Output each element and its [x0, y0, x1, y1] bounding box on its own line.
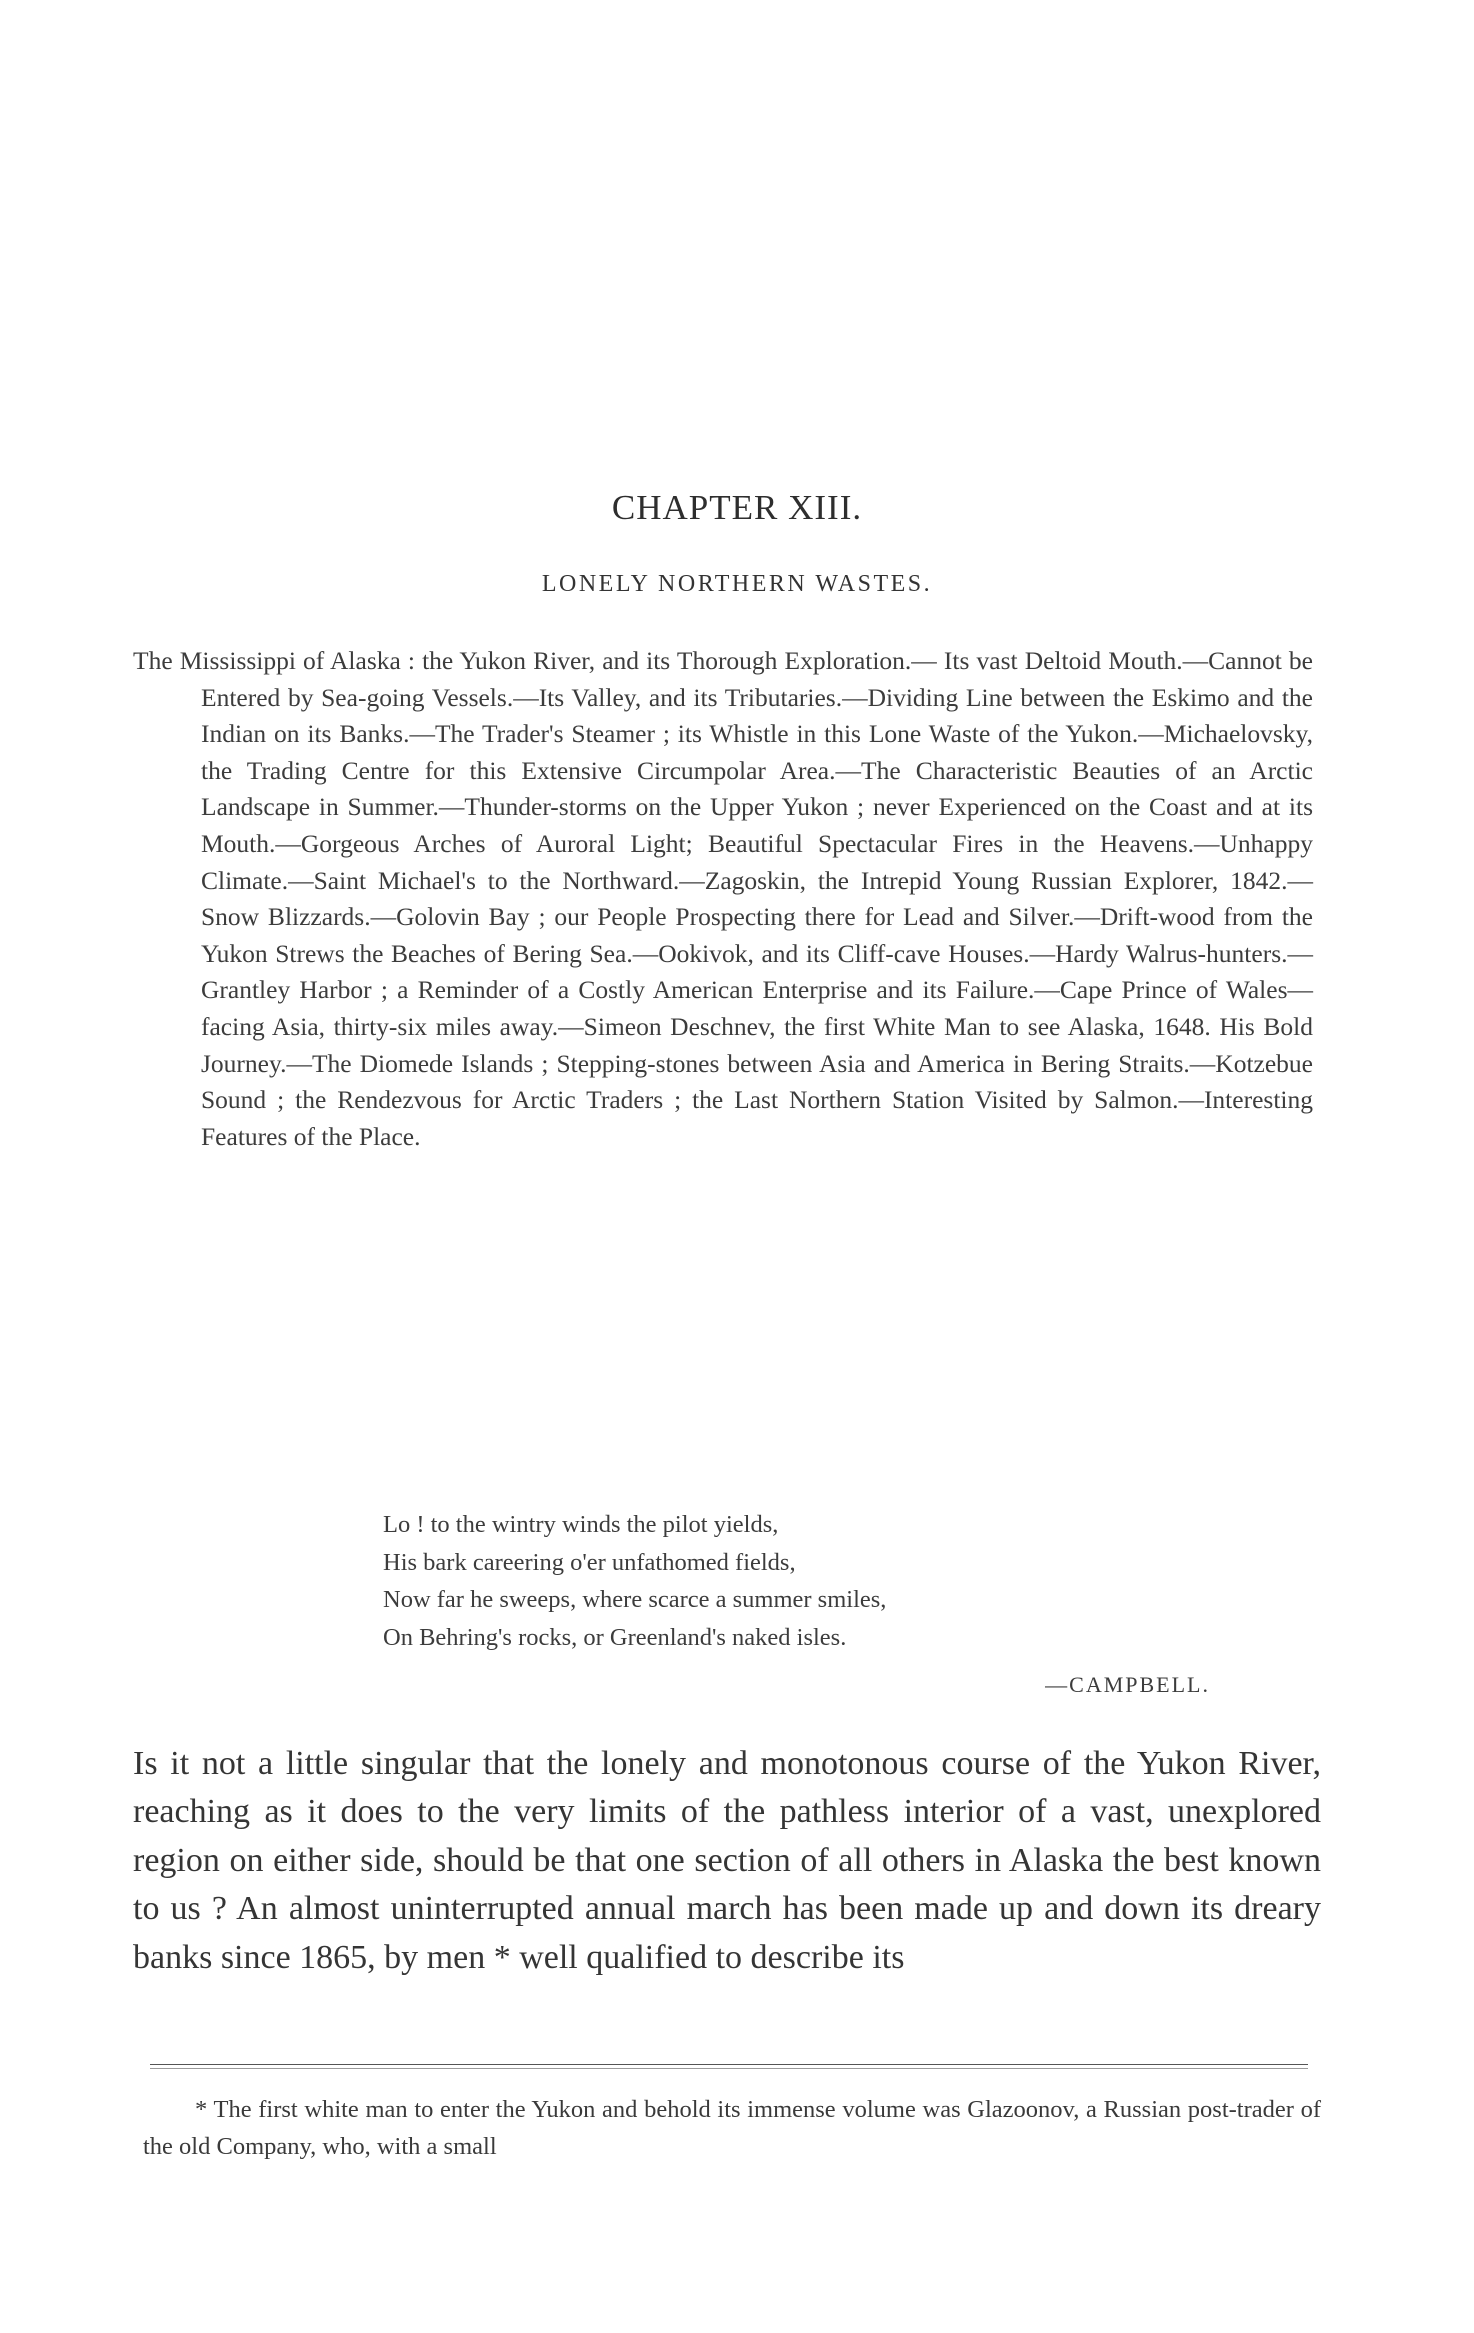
epigraph-poem	[383, 1506, 1233, 1656]
footnote-divider-secondary	[150, 2068, 1308, 2069]
footnote: * The first white man to enter the Yukon and behold its immense volume was Glazoonov, a Russian post-trader of the old Company, who, with a small	[143, 2096, 1321, 2160]
body-paragraph: Is it not a little singular that the lonely and monotonous course of the Yukon River, reaching as it does to the very limits of the pathless interior of a vast, unexplored region on either side, should be that one section of all others in Alaska the best known to us ? An almost uninterrupted annual march has been made up and down its dreary banks since 1865, by men * well qualified to describe its	[133, 1745, 1321, 1976]
chapter-title: CHAPTER XIII.	[611, 488, 863, 527]
chapter-subtitle: LONELY NORTHERN WASTES.	[541, 571, 933, 597]
chapter-synopsis: The Mississippi of Alaska : the Yukon River, and its Thorough Exploration.— Its vast Deltoid Mouth.—Cannot be Entered by Sea-going Vessels.—Its Valley, and its Tributaries.—Dividing Line between the Eskimo and the Indian on its Banks.—The Trader's Steamer ; its Whistle in this Lone Waste of the Yukon.—Michaelovsky, the Trading Centre for this Extensive Circumpolar Area.—The Characteristic Beauties of an Arctic Landscape in Summer.—Thunder-storms on the Upper Yukon ; never Experienced on the Coast and at its Mouth.—Gorgeous Arches of Auroral Light; Beautiful Spectacular Fires in the Heavens.—Unhappy Climate.—Saint Michael's to the Northward.—Zagoskin, the Intrepid Young Russian Explorer, 1842.—Snow Blizzards.—Golovin Bay ; our People Prospecting there for Lead and Silver.—Drift-wood from the Yukon Strews the Beaches of Bering Sea.—Ookivok, and its Cliff-cave Houses.—Hardy Walrus-hunters.—Grantley Harbor ; a Reminder of a Costly American Enterprise and its Failure.—Cape Prince of Wales—facing Asia, thirty-six miles away.—Simeon Deschnev, the first White Man to see Alaska, 1648. His Bold Journey.—The Diomede Islands ; Stepping-stones between Asia and America in Bering Straits.—Kotzebue Sound ; the Rendezvous for Arctic Traders ; the Last Northern Station Visited by Salmon.—Interesting Features of the Place.	[133, 646, 1313, 1151]
epigraph-attribution: —CAMPBELL.	[1045, 1672, 1210, 1697]
poem-line: Lo ! to the wintry winds the pilot yields,	[383, 1511, 779, 1538]
poem-line: On Behring's rocks, or Greenland's naked isles.	[383, 1623, 847, 1651]
poem-line: Now far he sweeps, where scarce a summer smiles,	[383, 1586, 887, 1613]
footnote-divider	[150, 2064, 1308, 2065]
poem-line: His bark careering o'er unfathomed fields,	[383, 1548, 796, 1576]
